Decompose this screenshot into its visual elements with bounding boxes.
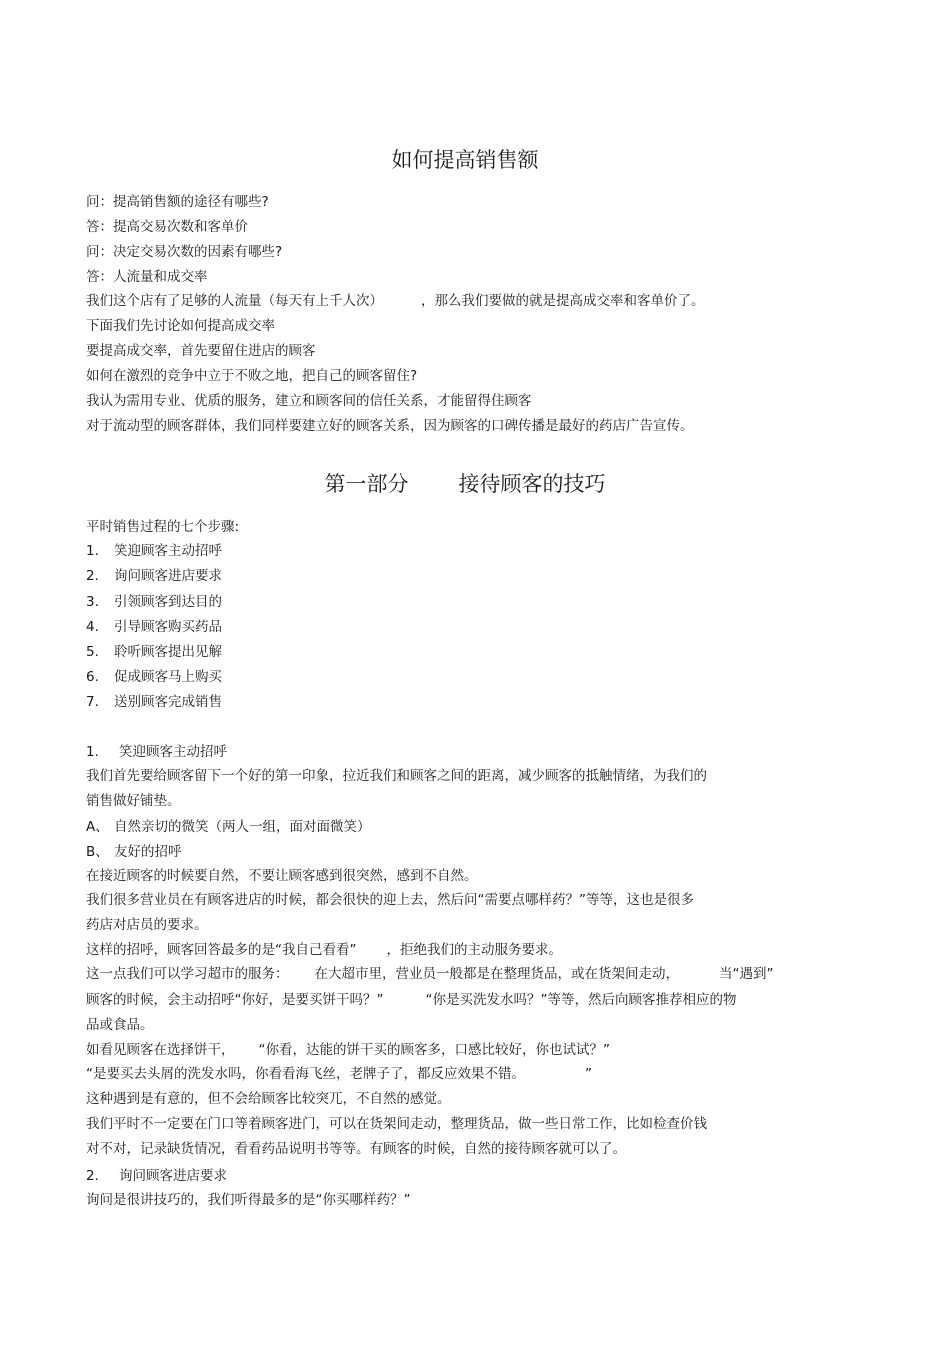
intro-paragraph: 我认为需用专业、优质的服务，建立和顾客间的信任关系，才能留得住顾客	[86, 393, 532, 409]
intro-paragraph: 如何在激烈的竞争中立于不败之地，把自己的顾客留住?	[86, 368, 418, 384]
step1-point-b: B、 友好的招呼	[86, 844, 182, 860]
step1-paragraph: 我们平时不一定要在门口等着顾客进门，可以在货架间走动，整理货品，做一些日常工作，比如检查价钱	[86, 1116, 707, 1132]
intro-paragraph: 要提高成交率，首先要留住进店的顾客	[86, 343, 316, 359]
step-item: 2. 询问顾客进店要求	[86, 568, 222, 584]
steps-intro: 平时销售过程的七个步骤:	[86, 519, 240, 535]
step1-heading: 1. 笑迎顾客主动招呼	[86, 744, 227, 760]
step1-paragraph: 销售做好铺垫。	[86, 793, 181, 809]
step2-paragraph: 询问是很讲技巧的，我们听得最多的是“你买哪样药？”	[86, 1192, 411, 1208]
step-item: 1. 笑迎顾客主动招呼	[86, 543, 222, 559]
step1-paragraph: 我们很多营业员在有顾客进店的时候，都会很快的迎上去，然后问“需要点哪样药？”等等，这也是很多	[86, 892, 694, 908]
step2-heading: 2. 询问顾客进店要求	[86, 1168, 227, 1184]
qa-question-2: 问：决定交易次数的因素有哪些?	[86, 244, 283, 260]
step1-paragraph: 这一点我们可以学习超市的服务： 在大超市里，营业员一般都是在整理货品，或在货架间走动， 当“遇到”	[86, 966, 774, 982]
document-title: 如何提高销售额	[391, 148, 539, 172]
step-item: 6. 促成顾客马上购买	[86, 669, 222, 685]
step-item: 4. 引导顾客购买药品	[86, 619, 222, 635]
step1-paragraph: 顾客的时候，会主动招呼“你好，是要买饼干吗？” “你是买洗发水吗？”等等，然后向顾客推荐相应的物	[86, 992, 737, 1008]
qa-answer-2: 答：人流量和成交率	[86, 269, 208, 285]
section-heading: 第一部分 接待顾客的技巧	[324, 472, 606, 496]
step1-paragraph: 对不对，记录缺货情况，看看药品说明书等等。有顾客的时候，自然的接待顾客就可以了。	[86, 1141, 626, 1157]
step1-paragraph: “是要买去头屑的洗发水吗，你看看海飞丝，老牌子了，都反应效果不错。 ”	[86, 1066, 592, 1082]
step-item: 7. 送别顾客完成销售	[86, 694, 222, 710]
step1-paragraph: 我们首先要给顾客留下一个好的第一印象，拉近我们和顾客之间的距离，减少顾客的抵触情绪，为我们的	[86, 768, 707, 784]
step1-paragraph: 在接近顾客的时候要自然，不要让顾客感到很突然，感到不自然。	[86, 868, 478, 884]
step1-paragraph: 品或食品。	[86, 1017, 154, 1033]
intro-paragraph-traffic: 我们这个店有了足够的人流量（每天有上千人次） ，那么我们要做的就是提高成交率和客单价了。	[86, 293, 705, 309]
step1-paragraph: 这种遇到是有意的，但不会给顾客比较突兀，不自然的感觉。	[86, 1091, 451, 1107]
qa-answer-1: 答：提高交易次数和客单价	[86, 219, 248, 235]
step-item: 5. 聆听顾客提出见解	[86, 644, 222, 660]
step1-paragraph: 如看见顾客在选择饼干， “你看，达能的饼干买的顾客多，口感比较好，你也试试？”	[86, 1042, 610, 1058]
step-item: 3. 引领顾客到达目的	[86, 594, 222, 610]
step1-point-a: A、 自然亲切的微笑（两人一组，面对面微笑）	[86, 819, 371, 835]
intro-paragraph: 对于流动型的顾客群体，我们同样要建立好的顾客关系，因为顾客的口碑传播是最好的药店广告宣传。	[86, 418, 694, 434]
step1-paragraph: 这样的招呼，顾客回答最多的是“我自己看看” ，拒绝我们的主动服务要求。	[86, 942, 562, 958]
step1-paragraph: 药店对店员的要求。	[86, 917, 208, 933]
intro-paragraph: 下面我们先讨论如何提高成交率	[86, 318, 275, 334]
qa-question-1: 问：提高销售额的途径有哪些?	[86, 194, 269, 210]
